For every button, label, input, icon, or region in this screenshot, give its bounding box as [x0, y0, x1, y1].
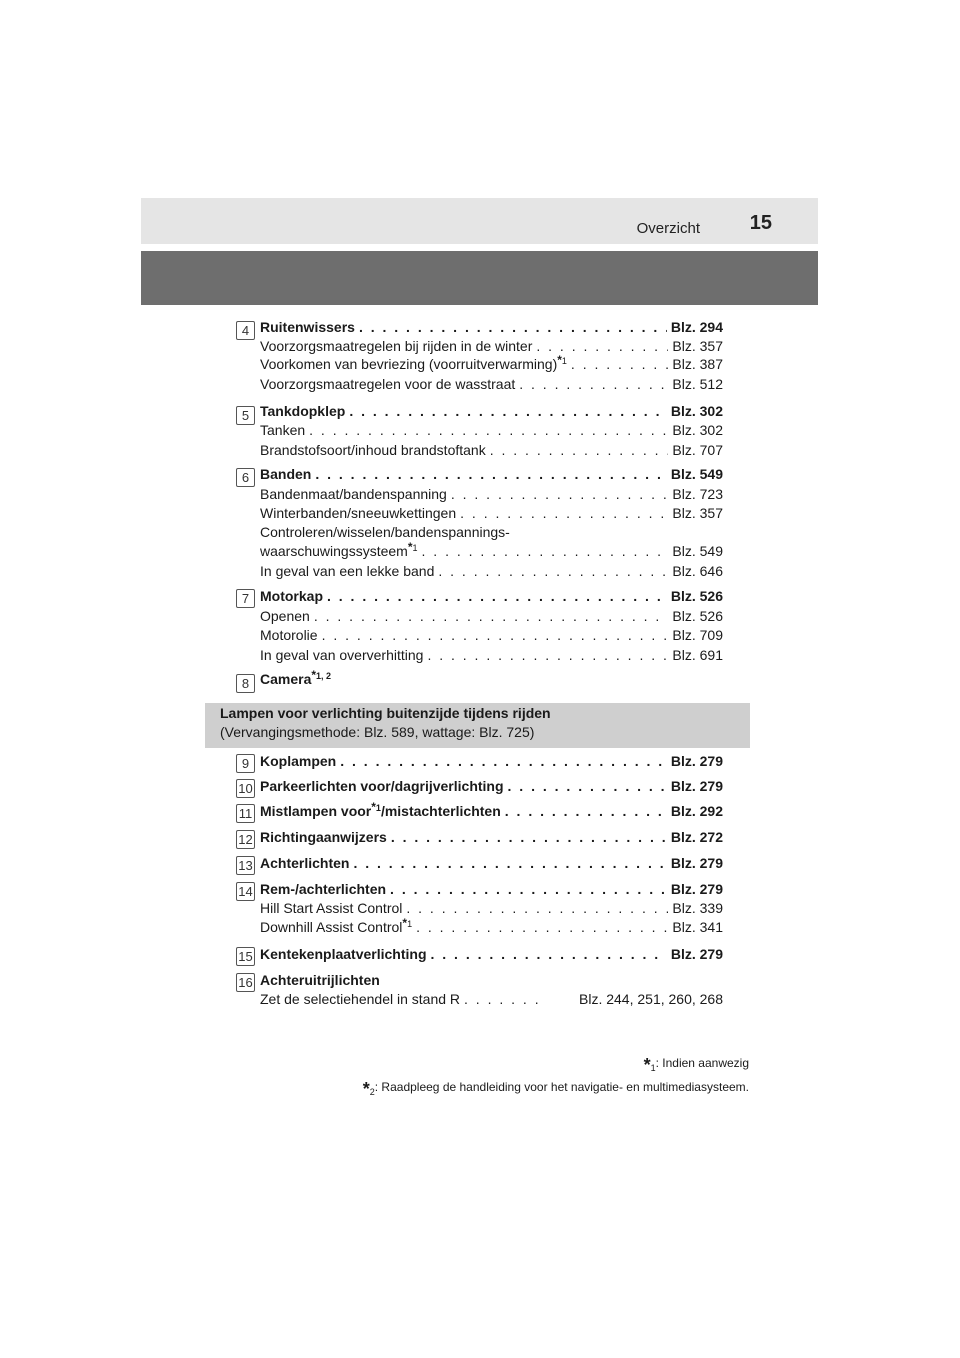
callout-number: 6: [236, 468, 255, 487]
toc-entry-richtingaanwijzers[interactable]: Richtingaanwijzers . . . Blz. 272: [260, 829, 723, 850]
toc-subentry[interactable]: In geval van een lekke band . . . Blz. 646: [260, 563, 723, 584]
toc-entry-rem-achterlichten[interactable]: Rem-/achterlichten . . . Blz. 279: [260, 881, 723, 902]
callout-number: 9: [236, 754, 255, 773]
toc-entry-koplampen[interactable]: Koplampen . . . Blz. 279: [260, 753, 723, 774]
toc-entry-motorkap[interactable]: Motorkap . . . Blz. 526: [260, 588, 723, 609]
toc-subentry[interactable]: Tanken . . . Blz. 302: [260, 422, 723, 443]
toc-entry-ruitenwissers[interactable]: Ruitenwissers . . . Blz. 294: [260, 319, 723, 340]
toc-subentry[interactable]: Brandstofsoort/inhoud brandstoftank . . . Blz. 707: [260, 442, 723, 463]
lamps-section-subtitle: (Vervangingsmethode: Blz. 589, wattage: Blz. 725): [220, 724, 535, 740]
callout-number: 12: [236, 830, 255, 849]
toc-subentry[interactable]: Voorkomen van bevriezing (voorruitverwarming)$^{*1}$ . . . Blz. 387: [260, 356, 723, 377]
toc-subentry[interactable]: In geval van oververhitting . . . Blz. 691: [260, 647, 723, 668]
callout-number: 4: [236, 321, 255, 340]
toc-subentry-line: Controleren/wisselen/bandenspannings-: [260, 524, 510, 540]
toc-entry-achteruitrijlichten[interactable]: Achteruitrijlichten: [260, 972, 380, 988]
toc-subentry[interactable]: Downhill Assist Control$^{*1}$ . . . Blz. 341: [260, 919, 723, 940]
callout-number: 15: [236, 947, 255, 966]
toc-entry-tankdopklep[interactable]: Tankdopklep . . . Blz. 302: [260, 403, 723, 424]
toc-entry-kentekenplaatverlichting[interactable]: Kentekenplaatverlichting . . . Blz. 279: [260, 946, 723, 967]
toc-entry-camera[interactable]: Camera$^{*1, 2}$: [260, 668, 332, 687]
toc-subentry[interactable]: waarschuwingssysteem$^{*1}$ . . . Blz. 549: [260, 543, 723, 564]
callout-number: 11: [236, 804, 255, 823]
image-band: [141, 251, 818, 305]
callout-number: 13: [236, 856, 255, 875]
toc-subentry[interactable]: Voorzorgsmaatregelen voor de wasstraat . . . Blz. 512: [260, 376, 723, 397]
toc-subentry[interactable]: Winterbanden/sneeuwkettingen . . . Blz. 357: [260, 505, 723, 526]
toc-entry-mistlampen[interactable]: Mistlampen voor$^{*1}$/mistachterlichten . . . Blz. 292: [260, 803, 723, 824]
toc-entry-achterlichten[interactable]: Achterlichten . . . Blz. 279: [260, 855, 723, 876]
page-number: 15: [749, 212, 772, 234]
toc-subentry[interactable]: Zet de selectiehendel in stand R . . . Blz. 244, 251, 260, 268: [260, 991, 723, 1012]
callout-number: 14: [236, 882, 255, 901]
callout-number: 10: [236, 779, 255, 798]
toc-subentry[interactable]: Openen . . . Blz. 526: [260, 608, 723, 629]
callout-number: 16: [236, 973, 255, 992]
footnote-2: $*_2$: Raadpleeg de handleiding voor het navigatie- en multimediasysteem.: [362, 1079, 749, 1099]
callout-number: 8: [236, 674, 255, 693]
footnote-1: $*_1$: Indien aanwezig: [643, 1055, 749, 1075]
callout-number: 5: [236, 406, 255, 425]
lamps-section-title: Lampen voor verlichting buitenzijde tijdens rijden: [220, 705, 551, 721]
toc-subentry[interactable]: Hill Start Assist Control . . . Blz. 339: [260, 900, 723, 921]
toc-subentry[interactable]: Voorzorgsmaatregelen bij rijden in de winter . . . Blz. 357: [260, 338, 723, 359]
toc-subentry[interactable]: Bandenmaat/bandenspanning . . . Blz. 723: [260, 486, 723, 507]
toc-entry-banden[interactable]: Banden . . . Blz. 549: [260, 466, 723, 487]
section-title: Overzicht: [636, 220, 700, 237]
callout-number: 7: [236, 589, 255, 608]
toc-subentry[interactable]: Motorolie . . . Blz. 709: [260, 627, 723, 648]
toc-entry-parkeerlichten[interactable]: Parkeerlichten voor/dagrijverlichting . . . Blz. 279: [260, 778, 723, 799]
